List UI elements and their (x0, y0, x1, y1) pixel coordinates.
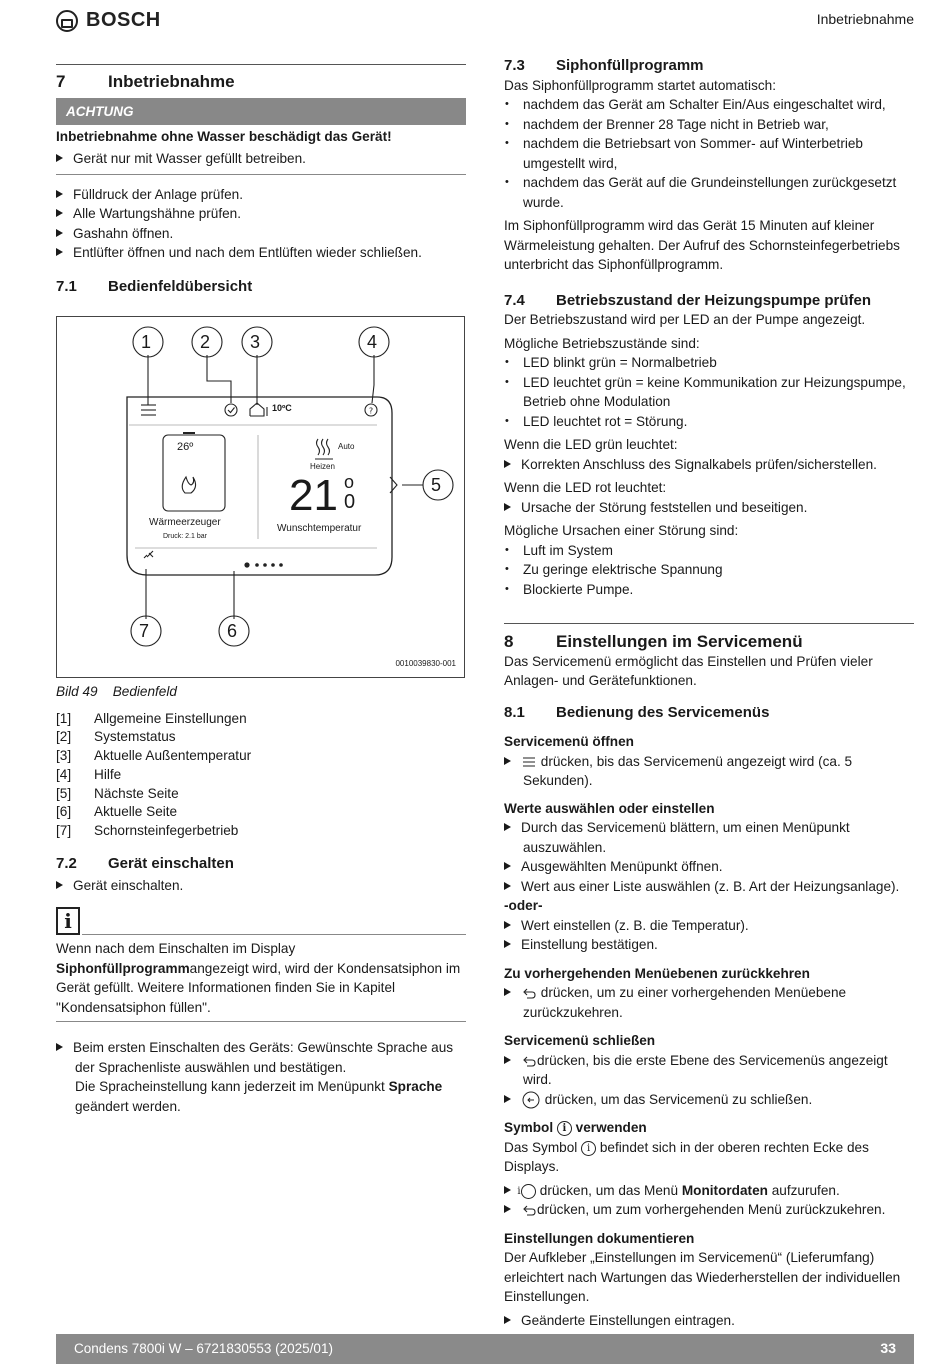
warning-label: ACHTUNG (56, 98, 466, 125)
symbol-step-1: i drücken, um das Menü Monitordaten aufzurufen. (504, 1181, 914, 1201)
back-icon (521, 1204, 537, 1216)
document-title: Einstellungen dokumentieren (504, 1230, 695, 1246)
list-item: • nachdem das Gerät am Schalter Ein/Aus eingeschaltet wird, (504, 95, 914, 115)
open-menu-step: drücken, bis das Servicemenü angezeigt wird (ca. 5 Sekunden). (504, 752, 914, 791)
section-7-1-heading: 7.1 Bedienfeldübersicht (56, 277, 253, 295)
close-step-1: drücken, bis die erste Ebene des Servicemenüs angezeigt wird. (504, 1051, 914, 1090)
figure-legend (56, 710, 466, 842)
callout-7: 7 (139, 621, 150, 641)
info-icon: i (56, 907, 80, 935)
symbol-title: Symbol i verwenden (504, 1120, 647, 1135)
list-item: Geänderte Einstellungen eintragen. (504, 1311, 914, 1331)
svg-text:?: ? (368, 406, 374, 416)
list-item: Entlüfter öffnen und nach dem Entlüften wieder schließen. (56, 243, 466, 263)
mode-auto: Auto (338, 442, 355, 451)
step-arrow-icon (504, 823, 511, 831)
footer-doc-id: Condens 7800i W – 6721830553 (2025/01) (74, 1341, 333, 1356)
list-item: Durch das Servicemenü blättern, um einen Menüpunkt auszuwählen. (504, 818, 914, 857)
commissioning-steps (56, 185, 466, 263)
green-led-step: Korrekten Anschluss des Signalkabels prüfen/sicherstellen. (504, 455, 914, 475)
select-values-title: Werte auswählen oder einstellen (504, 800, 715, 816)
list-item: • LED leuchtet rot = Störung. (504, 412, 914, 432)
list-item: Einstellung bestätigen. (504, 935, 914, 955)
warning-step: Gerät nur mit Wasser gefüllt betreiben. (56, 149, 466, 169)
list-item: Fülldruck der Anlage prüfen. (56, 185, 466, 205)
pump-p1: Der Betriebszustand wird per LED an der Pumpe angezeigt. (504, 312, 866, 327)
legend-item: [4] Hilfe (56, 766, 122, 782)
legend-item: [3] Aktuelle Außentemperatur (56, 748, 252, 764)
section-8-1-heading: 8.1 Bedienung des Servicemenüs (504, 703, 770, 721)
running-head: Inbetriebnahme (816, 11, 914, 27)
outside-temperature: 10ºC (272, 403, 292, 413)
info-circle-icon: i (557, 1121, 572, 1136)
control-panel-figure (56, 316, 465, 678)
step-arrow-icon (56, 154, 63, 162)
section-8-heading: 8 Einstellungen im Servicemenü (504, 632, 803, 651)
legend-item: [1] Allgemeine Einstellungen (56, 710, 247, 726)
list-item: • LED blinkt grün = Normalbetrieb (504, 353, 914, 373)
callout-2: 2 (200, 332, 211, 352)
page-number: 33 (880, 1340, 896, 1356)
list-item: • nachdem das Gerät auf die Grundeinstellungen zurückgesetzt wurde. (504, 173, 914, 212)
step-arrow-icon (504, 503, 511, 511)
or-separator: -oder- (504, 898, 543, 913)
step-arrow-icon (56, 881, 63, 889)
causes-intro: Mögliche Ursachen einer Störung sind: (504, 523, 739, 538)
step-arrow-icon (504, 921, 511, 929)
left-column (56, 64, 466, 296)
set-temperature: 21 (289, 471, 338, 520)
section-rule (504, 623, 914, 624)
list-item: • Luft im System (504, 541, 914, 561)
list-item: Ausgewählten Menüpunkt öffnen. (504, 857, 914, 877)
footer-bar (56, 1334, 914, 1364)
step-arrow-icon (56, 190, 63, 198)
siphon-intro: Das Siphonfüllprogramm startet automatisch: (504, 77, 776, 93)
language-step: Beim ersten Einschalten des Geräts: Gewünschte Sprache aus der Sprachenliste auswählen und bestätigen. Die Spracheinstellung kann jederzeit im Menüpunkt Sprache geändert werden. (56, 1038, 466, 1116)
section-7-heading: 7 Inbetriebnahme (56, 72, 235, 91)
pump-states (504, 353, 914, 431)
service-menu-intro: Das Servicemenü ermöglicht das Einstellen und Prüfen vieler Anlagen- und Gerätefunktionen. (504, 653, 873, 688)
exit-icon (521, 1091, 541, 1109)
brand-name: BOSCH (86, 9, 161, 32)
list-item: Wert aus einer Liste auswählen (z. B. Art der Heizungsanlage). (504, 877, 914, 897)
list-item: • Zu geringe elektrische Spannung (504, 560, 914, 580)
symbol-paragraph: Das Symbol i befindet sich in der oberen rechten Ecke des Displays. (504, 1139, 869, 1174)
close-title: Servicemenü schließen (504, 1033, 656, 1048)
callout-5: 5 (431, 475, 442, 495)
list-item: • Blockierte Pumpe. (504, 580, 914, 600)
step-arrow-icon (504, 1186, 511, 1194)
pump-p2: Mögliche Betriebszustände sind: (504, 335, 700, 351)
section-7-3-heading: 7.3 Siphonfüllprogramm (504, 57, 704, 74)
section-7-2-heading: 7.2 Gerät einschalten (56, 855, 234, 873)
step-arrow-icon (56, 248, 63, 256)
brand-logo (56, 8, 161, 34)
set-temperature-degree: o (344, 472, 355, 492)
siphon-paragraph: Im Siphonfüllprogramm wird das Gerät 15 Minuten auf kleiner Wärmeleistung gehalten. Der Aufruf des Schornsteinfegerbetriebs unterbricht das Siphonfüllprogramm. (504, 218, 900, 272)
step-arrow-icon (504, 1205, 511, 1213)
step-arrow-icon (504, 1316, 511, 1324)
set-temperature-label: Wunschtemperatur (277, 523, 362, 534)
back-icon (521, 987, 537, 999)
list-item: • LED leuchtet grün = keine Kommunikation zur Heizungspumpe, Betrieb ohne Modulation (504, 373, 914, 412)
symbol-step-2: drücken, um zum vorhergehenden Menü zurückzukehren. (504, 1200, 914, 1220)
step-arrow-icon (504, 940, 511, 948)
info-end-rule (56, 1021, 466, 1022)
list-item: Wert einstellen (z. B. die Temperatur). (504, 916, 914, 936)
warning-end-rule (56, 174, 466, 175)
callout-6: 6 (227, 621, 238, 641)
step-arrow-icon (56, 209, 63, 217)
info-header (56, 907, 466, 935)
warning-text: Inbetriebnahme ohne Wasser beschädigt das Gerät! (56, 128, 392, 144)
heating-label: Heizen (310, 462, 335, 471)
section-rule (56, 64, 466, 65)
red-led-intro: Wenn die LED rot leuchtet: (504, 480, 667, 495)
callout-3: 3 (250, 332, 261, 352)
siphon-conditions (504, 95, 914, 212)
legend-item: [6] Aktuelle Seite (56, 804, 178, 820)
boiler-label: Wärmeerzeuger (149, 517, 221, 528)
red-led-step: Ursache der Störung feststellen und beseitigen. (504, 498, 914, 518)
close-step-2: drücken, um das Servicemenü zu schließen. (504, 1090, 914, 1110)
bosch-armature-icon (56, 10, 78, 32)
legend-item: [5] Nächste Seite (56, 785, 179, 801)
step-arrow-icon (504, 862, 511, 870)
step-arrow-icon (504, 1095, 511, 1103)
back-step: drücken, um zu einer vorhergehenden Menüebene zurückzukehren. (504, 983, 914, 1022)
switch-on-step: Gerät einschalten. (56, 876, 466, 896)
info-circle-icon: i (521, 1184, 536, 1199)
figure-caption: Bild 49 Bedienfeld (56, 684, 177, 699)
step-arrow-icon (504, 460, 511, 468)
list-item: • nachdem die Betriebsart von Sommer- auf Winterbetrieb umgestellt wird, (504, 134, 914, 173)
step-arrow-icon (504, 757, 511, 765)
legend-item: [7] Schornsteinfegerbetrieb (56, 823, 239, 839)
green-led-intro: Wenn die LED grün leuchtet: (504, 437, 678, 452)
right-column (504, 56, 914, 1350)
step-arrow-icon (504, 882, 511, 890)
figure-id: 0010039830-001 (395, 659, 456, 668)
legend-item: [2] Systemstatus (56, 729, 176, 745)
list-item: Gashahn öffnen. (56, 224, 466, 244)
step-arrow-icon (504, 1056, 511, 1064)
back-title: Zu vorhergehenden Menüebenen zurückkehren (504, 965, 810, 981)
step-arrow-icon (504, 988, 511, 996)
pressure-value: Druck: 2.1 bar (163, 533, 207, 540)
causes-list (504, 541, 914, 600)
back-icon (521, 1055, 537, 1067)
list-item: Alle Wartungshähne prüfen. (56, 204, 466, 224)
menu-icon (521, 756, 537, 768)
document-paragraph: Der Aufkleber „Einstellungen im Servicemenü“ (Lieferumfang) erleichtert nach Wartungen das Wiederherstellen der individuellen Einstellungen. (504, 1250, 901, 1304)
boiler-temperature: 26º (177, 441, 194, 453)
step-arrow-icon (56, 1043, 63, 1051)
control-panel-drawing (57, 317, 464, 677)
callout-1: 1 (141, 332, 152, 352)
set-temperature-decimal: 0 (344, 491, 356, 513)
info-rule (82, 934, 466, 935)
info-circle-icon: i (581, 1141, 596, 1156)
left-column-lower (56, 682, 466, 1116)
section-7-4-heading: 7.4 Betriebszustand der Heizungspumpe prüfen (504, 291, 872, 309)
open-menu-title: Servicemenü öffnen (504, 734, 634, 749)
list-item: • nachdem der Brenner 28 Tage nicht in Betrieb war, (504, 115, 914, 135)
callout-4: 4 (367, 332, 378, 352)
info-text: Wenn nach dem Einschalten im Display Siphonfüllprogrammangezeigt wird, wird der Kondensatsiphon im Gerät gefüllt. Weitere Informationen finden Sie in Kapitel "Kondensatsiphon füllen". (56, 941, 461, 1015)
step-arrow-icon (56, 229, 63, 237)
